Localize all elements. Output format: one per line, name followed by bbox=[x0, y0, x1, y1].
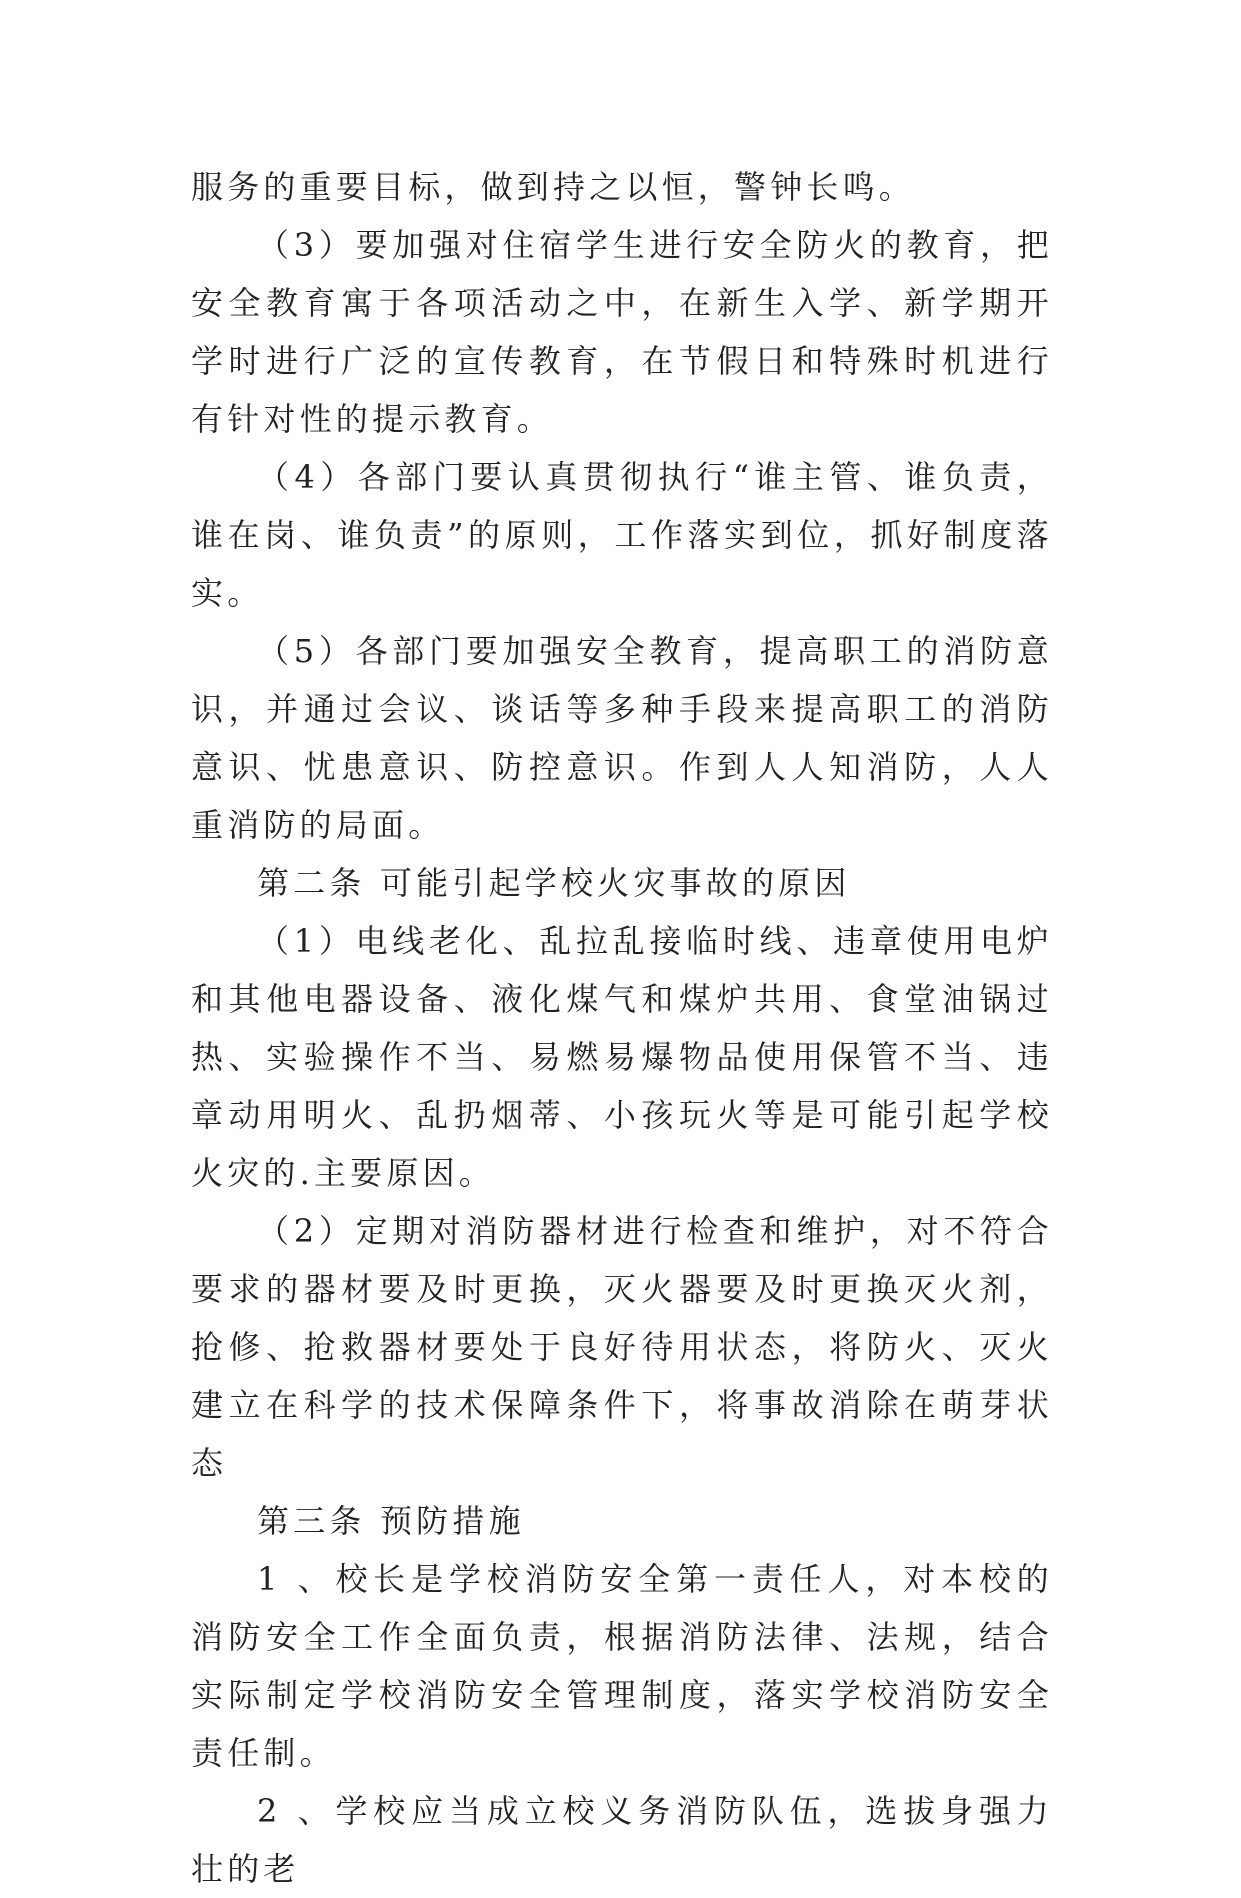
paragraph-cause-1: （1）电线老化、乱拉乱接临时线、违章使用电炉和其他电器设备、液化煤气和煤炉共用、食堂油锅过热、实验操作不当、易燃易爆物品使用保管不当、违章动用明火、乱扔烟蒂、小孩玩火等是可能引起学校火灾的.主要原因。 bbox=[191, 922, 1053, 1192]
paragraph-continuation: 服务的重要目标，做到持之以恒，警钟长鸣。 bbox=[191, 168, 916, 206]
paragraph-measure-2: 2 、学校应当成立校义务消防队伍，选拔身强力壮的老 bbox=[191, 1792, 1053, 1888]
paragraph-item-4: （4）各部门要认真贯彻执行“谁主管、谁负责，谁在岗、谁负责”的原则，工作落实到位，抓好制度落实。 bbox=[191, 458, 1053, 612]
section-heading-article-3: 第三条 预防措施 bbox=[257, 1502, 525, 1540]
paragraph-item-3: （3）要加强对住宿学生进行安全防火的教育，把安全教育寓于各项活动之中，在新生入学、新学期开学时进行广泛的宣传教育，在节假日和特殊时机进行有针对性的提示教育。 bbox=[191, 226, 1053, 438]
paragraph-cause-2: （2）定期对消防器材进行检查和维护，对不符合要求的器材要及时更换，灭火器要及时更换灭火剂，抢修、抢救器材要处于良好待用状态，将防火、灭火建立在科学的技术保障条件下，将事故消除在萌芽状态 bbox=[191, 1212, 1053, 1482]
paragraph-measure-1: 1 、校长是学校消防安全第一责任人，对本校的消防安全工作全面负责，根据消防法律、法规，结合实际制定学校消防安全管理制度，落实学校消防安全责任制。 bbox=[191, 1560, 1053, 1772]
document-body bbox=[191, 158, 1053, 1898]
section-heading-article-2: 第二条 可能引起学校火灾事故的原因 bbox=[257, 864, 851, 902]
paragraph-item-5: （5）各部门要加强安全教育，提高职工的消防意识，并通过会议、谈话等多种手段来提高职工的消防意识、忧患意识、防控意识。作到人人知消防，人人重消防的局面。 bbox=[191, 632, 1053, 844]
